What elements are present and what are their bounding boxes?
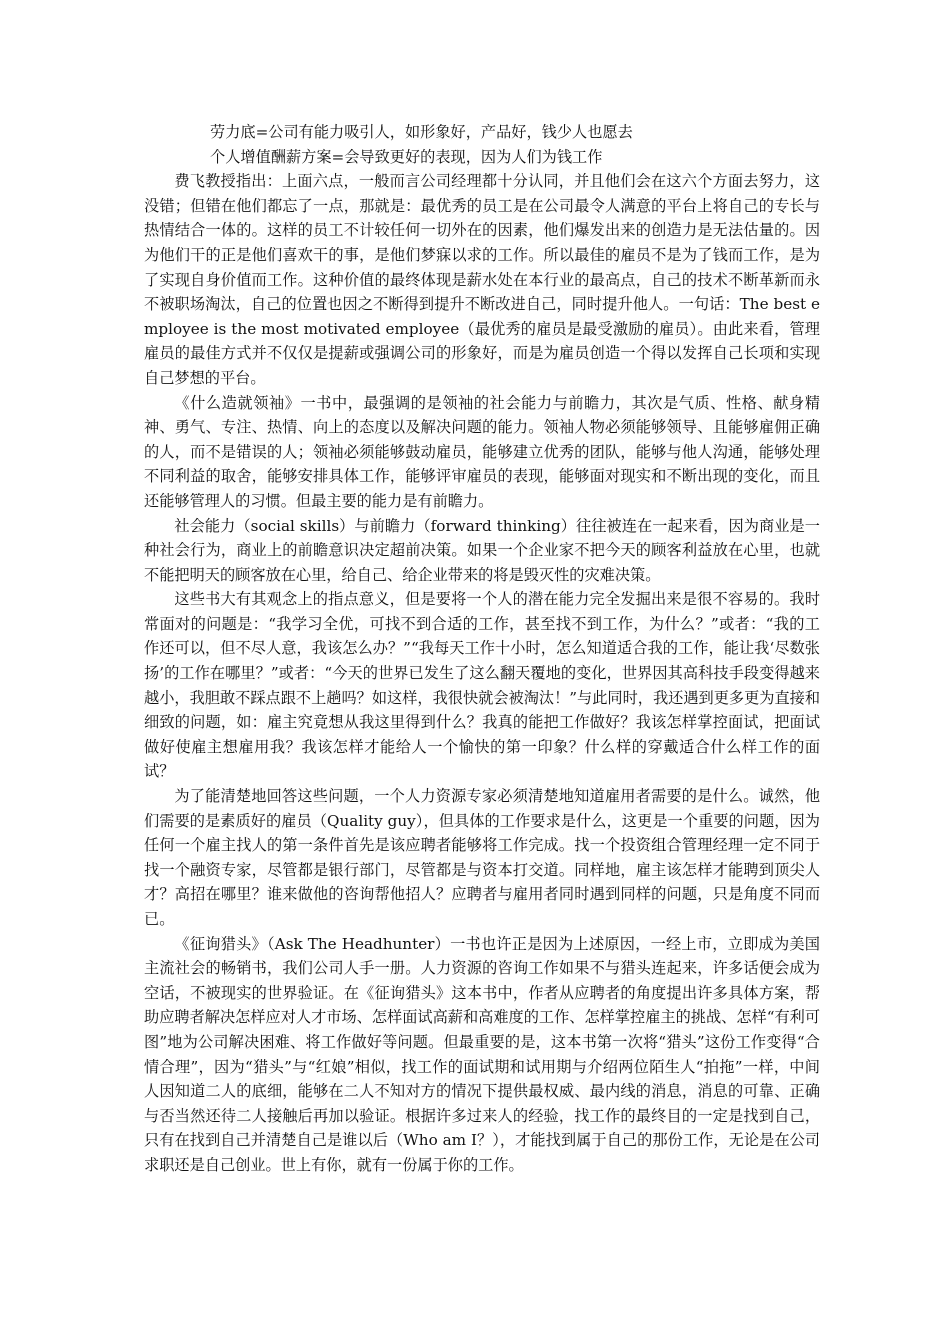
formula-line-2: 个人增值酬薪方案=会导致更好的表现，因为人们为钱工作 xyxy=(210,147,603,166)
paragraph-social-skills: 社会能力（social skills）与前瞻力（forward thinking）往往被连在一起来看，因为商业是一种社会行为，商业上的前瞻意识决定超前决策。如果一个企业家不把今天的顾客利益放在心里，也就不能把明天的顾客放在心里，给自己、给企业带来的将是毁灭性的灾难决策。 xyxy=(144,516,820,584)
paragraph-professor-comment: 费飞教授指出：上面六点，一般而言公司经理都十分认同，并且他们会在这六个方面去努力，这没错；但错在他们都忘了一点，那就是：最优秀的员工是在公司最令人满意的平台上将自己的专长与热情结合一体的。这样的员工不计较任何一切外在的因素，他们爆发出来的创造力是无法估量的。因为他们干的正是他们喜欢干的事，是他们梦寐以求的工作。所以最佳的雇员不是为了钱而工作，是为了实现自身价值而工作。这种价值的最终体现是薪水处在本行业的最高点，自己的技术不断革新而永不被职场淘汰，自己的位置也因之不断得到提升不断改进自己，同时提升他人。一句话：The best employee is the most motivated employee（最优秀的雇员是最受激励的雇员）。由此来看，管理雇员的最佳方式并不仅仅是提薪或强调公司的形象好，而是为雇员创造一个得以发挥自己长项和实现自己梦想的平台。 xyxy=(144,172,820,387)
paragraph-ask-the-headhunter: 《征询猎头》（Ask The Headhunter）一书也许正是因为上述原因，一经上市，立即成为美国主流社会的畅销书，我们公司人手一册。人力资源的咨询工作如果不与猎头连起来，许多话便会成为空话，不被现实的世界验证。在《征询猎头》这本书中，作者从应聘者的角度提出许多具体方案，帮助应聘者解决怎样应对人才市场、怎样面试高薪和高难度的工作、怎样掌控雇主的挑战、怎样“有利可图”地为公司解决困难、将工作做好等问题。但最重要的是，这本书第一次将“猎头”这份工作变得“合情合理”，因为“猎头”与“红娘”相似，找工作的面试期和试用期与介绍两位陌生人“拍拖”一样，中间人因知道二人的底细，能够在二人不知对方的情况下提供最权威、最内线的消息，消息的可靠、正确与否当然还待二人接触后再加以验证。根据许多过来人的经验，找工作的最终目的一定是找到自己，只有在找到自己并清楚自己是谁以后（Who am I？），才能找到属于自己的那份工作，无论是在公司求职还是自己创业。世上有你，就有一份属于你的工作。 xyxy=(144,934,821,1174)
paragraph-leadership-book: 《什么造就领袖》一书中，最强调的是领袖的社会能力与前瞻力，其次是气质、性格、献身精神、勇气、专注、热情、向上的态度以及解决问题的能力。领袖人物必须能够领导、且能够雇佣正确的人，而不是错误的人；领袖必须能够鼓动雇员，能够建立优秀的团队，能够与他人沟通，能够处理不同利益的取舍，能够安排具体工作，能够评审雇员的表现，能够面对现实和不断出现的变化，而且还能够管理人的习惯。但最主要的能力是有前瞻力。 xyxy=(144,393,820,510)
paragraph-common-questions: 这些书大有其观念上的指点意义，但是要将一个人的潜在能力完全发掘出来是很不容易的。我时常面对的问题是：“我学习全优，可找不到合适的工作，甚至找不到工作，为什么？”或者：“我的工作还可以，但不尽人意，我该怎么办？”“我每天工作十小时，怎么知道适合我的工作，能让我‘尽数张扬’的工作在哪里？”或者：“今天的世界已发生了这么翻天覆地的变化，世界因其高科技手段变得越来越小，我胆敢不踩点跟不上趟吗？如这样，我很快就会被淘汰！”与此同时，我还遇到更多更为直接和细致的问题，如：雇主究竟想从我这里得到什么？我真的能把工作做好？我该怎样掌控面试，把面试做好使雇主想雇用我？我该怎样才能给人一个愉快的第一印象？什么样的穿戴适合什么样工作的面试？ xyxy=(144,590,821,781)
paragraph-hr-expert: 为了能清楚地回答这些问题，一个人力资源专家必须清楚地知道雇用者需要的是什么。诚然，他们需要的是素质好的雇员（Quality guy），但具体的工作要求是什么，这更是一个重要的问题，因为任何一个雇主找人的第一条件首先是该应聘者能够将工作完成。找一个投资组合管理经理一定不同于找一个融资专家，尽管都是银行部门，尽管都是与资本打交道。同样地，雇主该怎样才能聘到顶尖人才？高招在哪里？谁来做他的咨询帮他招人？应聘者与雇用者同时遇到同样的问题，只是角度不同而已。 xyxy=(144,787,820,928)
formula-line-1: 劳力底=公司有能力吸引人，如形象好，产品好，钱少人也愿去 xyxy=(210,123,633,141)
document-body xyxy=(144,120,820,1178)
